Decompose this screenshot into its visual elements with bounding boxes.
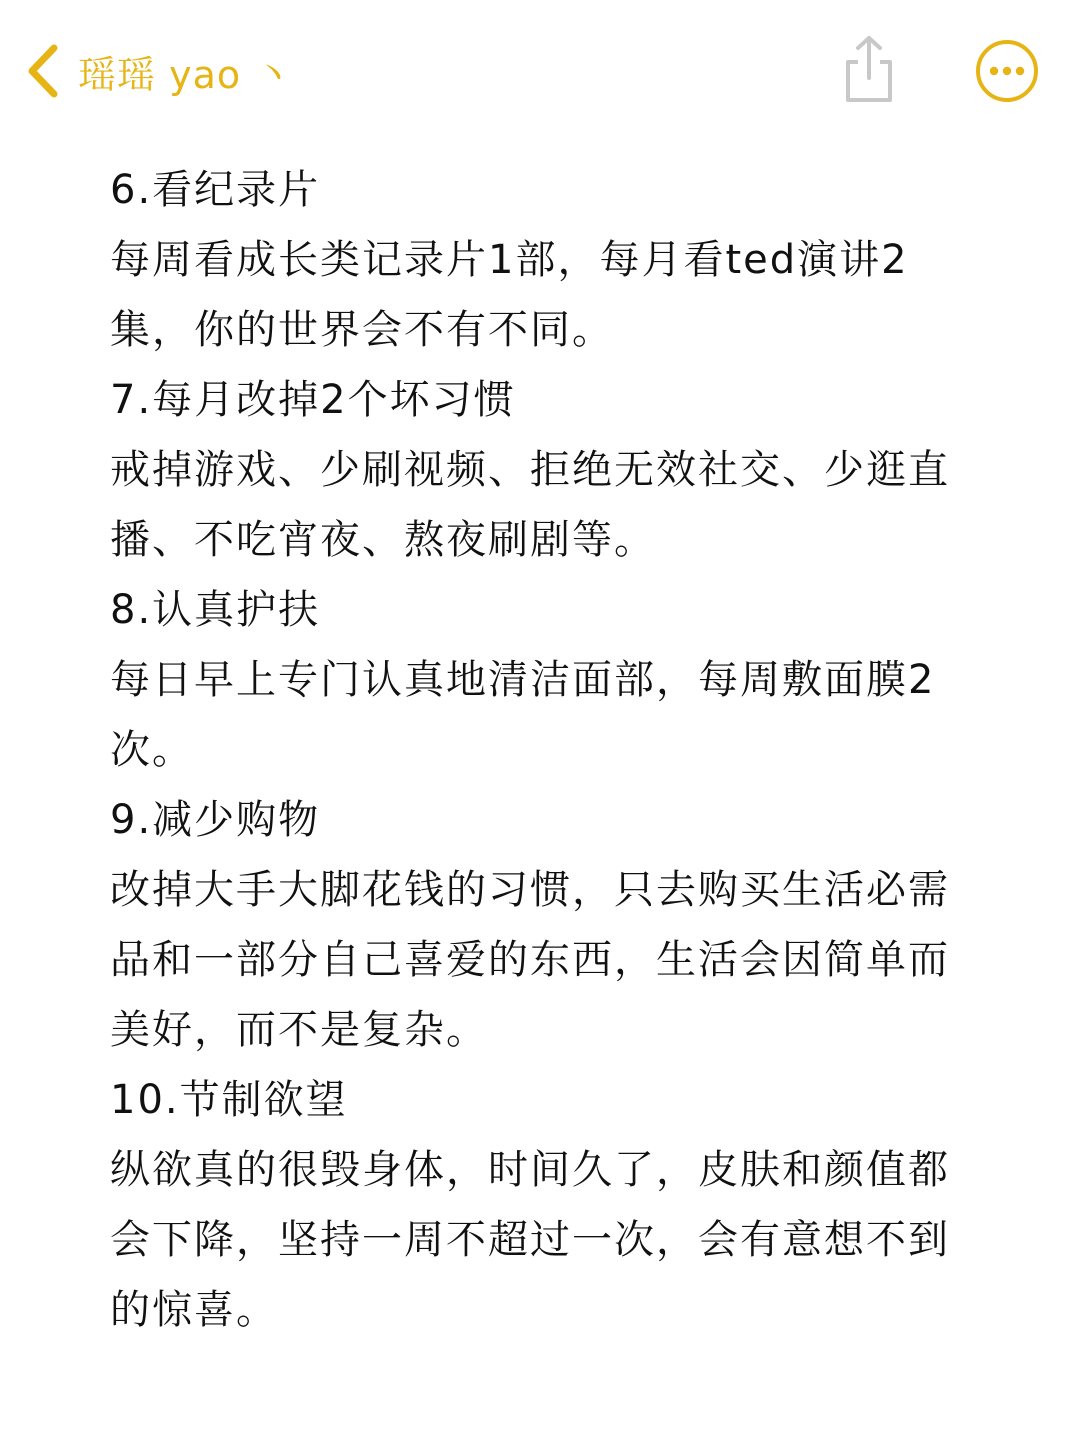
share-button[interactable]: [836, 32, 902, 106]
note-line: 播、不吃宵夜、熬夜刷剧等。: [110, 517, 656, 563]
note-line: 改掉大手大脚花钱的习惯，只去购买生活必需: [110, 867, 950, 913]
chevron-left-icon: [22, 42, 62, 100]
note-heading: 7.每月改掉2个坏习惯: [110, 377, 516, 423]
note-body[interactable]: [110, 155, 990, 1345]
note-line: 的惊喜。: [110, 1287, 278, 1333]
note-line: 戒掉游戏、少刷视频、拒绝无效社交、少逛直: [110, 447, 950, 493]
note-line: 美好，而不是复杂。: [110, 1007, 488, 1053]
share-icon: [836, 32, 902, 106]
note-heading: 9.减少购物: [110, 797, 321, 843]
note-line: 每周看成长类记录片1部，每月看ted演讲2: [110, 237, 909, 283]
more-button[interactable]: [974, 38, 1040, 104]
back-title: 瑶瑶 yao 丶: [78, 52, 294, 97]
ellipsis-circle-icon: [974, 38, 1040, 104]
note-heading: 8.认真护扶: [110, 587, 321, 633]
back-button[interactable]: [22, 36, 293, 106]
note-line: 会下降，坚持一周不超过一次，会有意想不到: [110, 1217, 950, 1263]
note-heading: 6.看纪录片: [110, 167, 321, 213]
navigation-bar: [0, 0, 1080, 140]
note-line: 纵欲真的很毁身体，时间久了，皮肤和颜值都: [110, 1147, 950, 1193]
note-line: 品和一部分自己喜爱的东西，生活会因简单而: [110, 937, 950, 983]
note-heading: 10.节制欲望: [110, 1077, 348, 1123]
note-line: 次。: [110, 727, 194, 773]
note-line: 每日早上专门认真地清洁面部，每周敷面膜2: [110, 657, 936, 703]
note-line: 集，你的世界会不有不同。: [110, 307, 614, 353]
